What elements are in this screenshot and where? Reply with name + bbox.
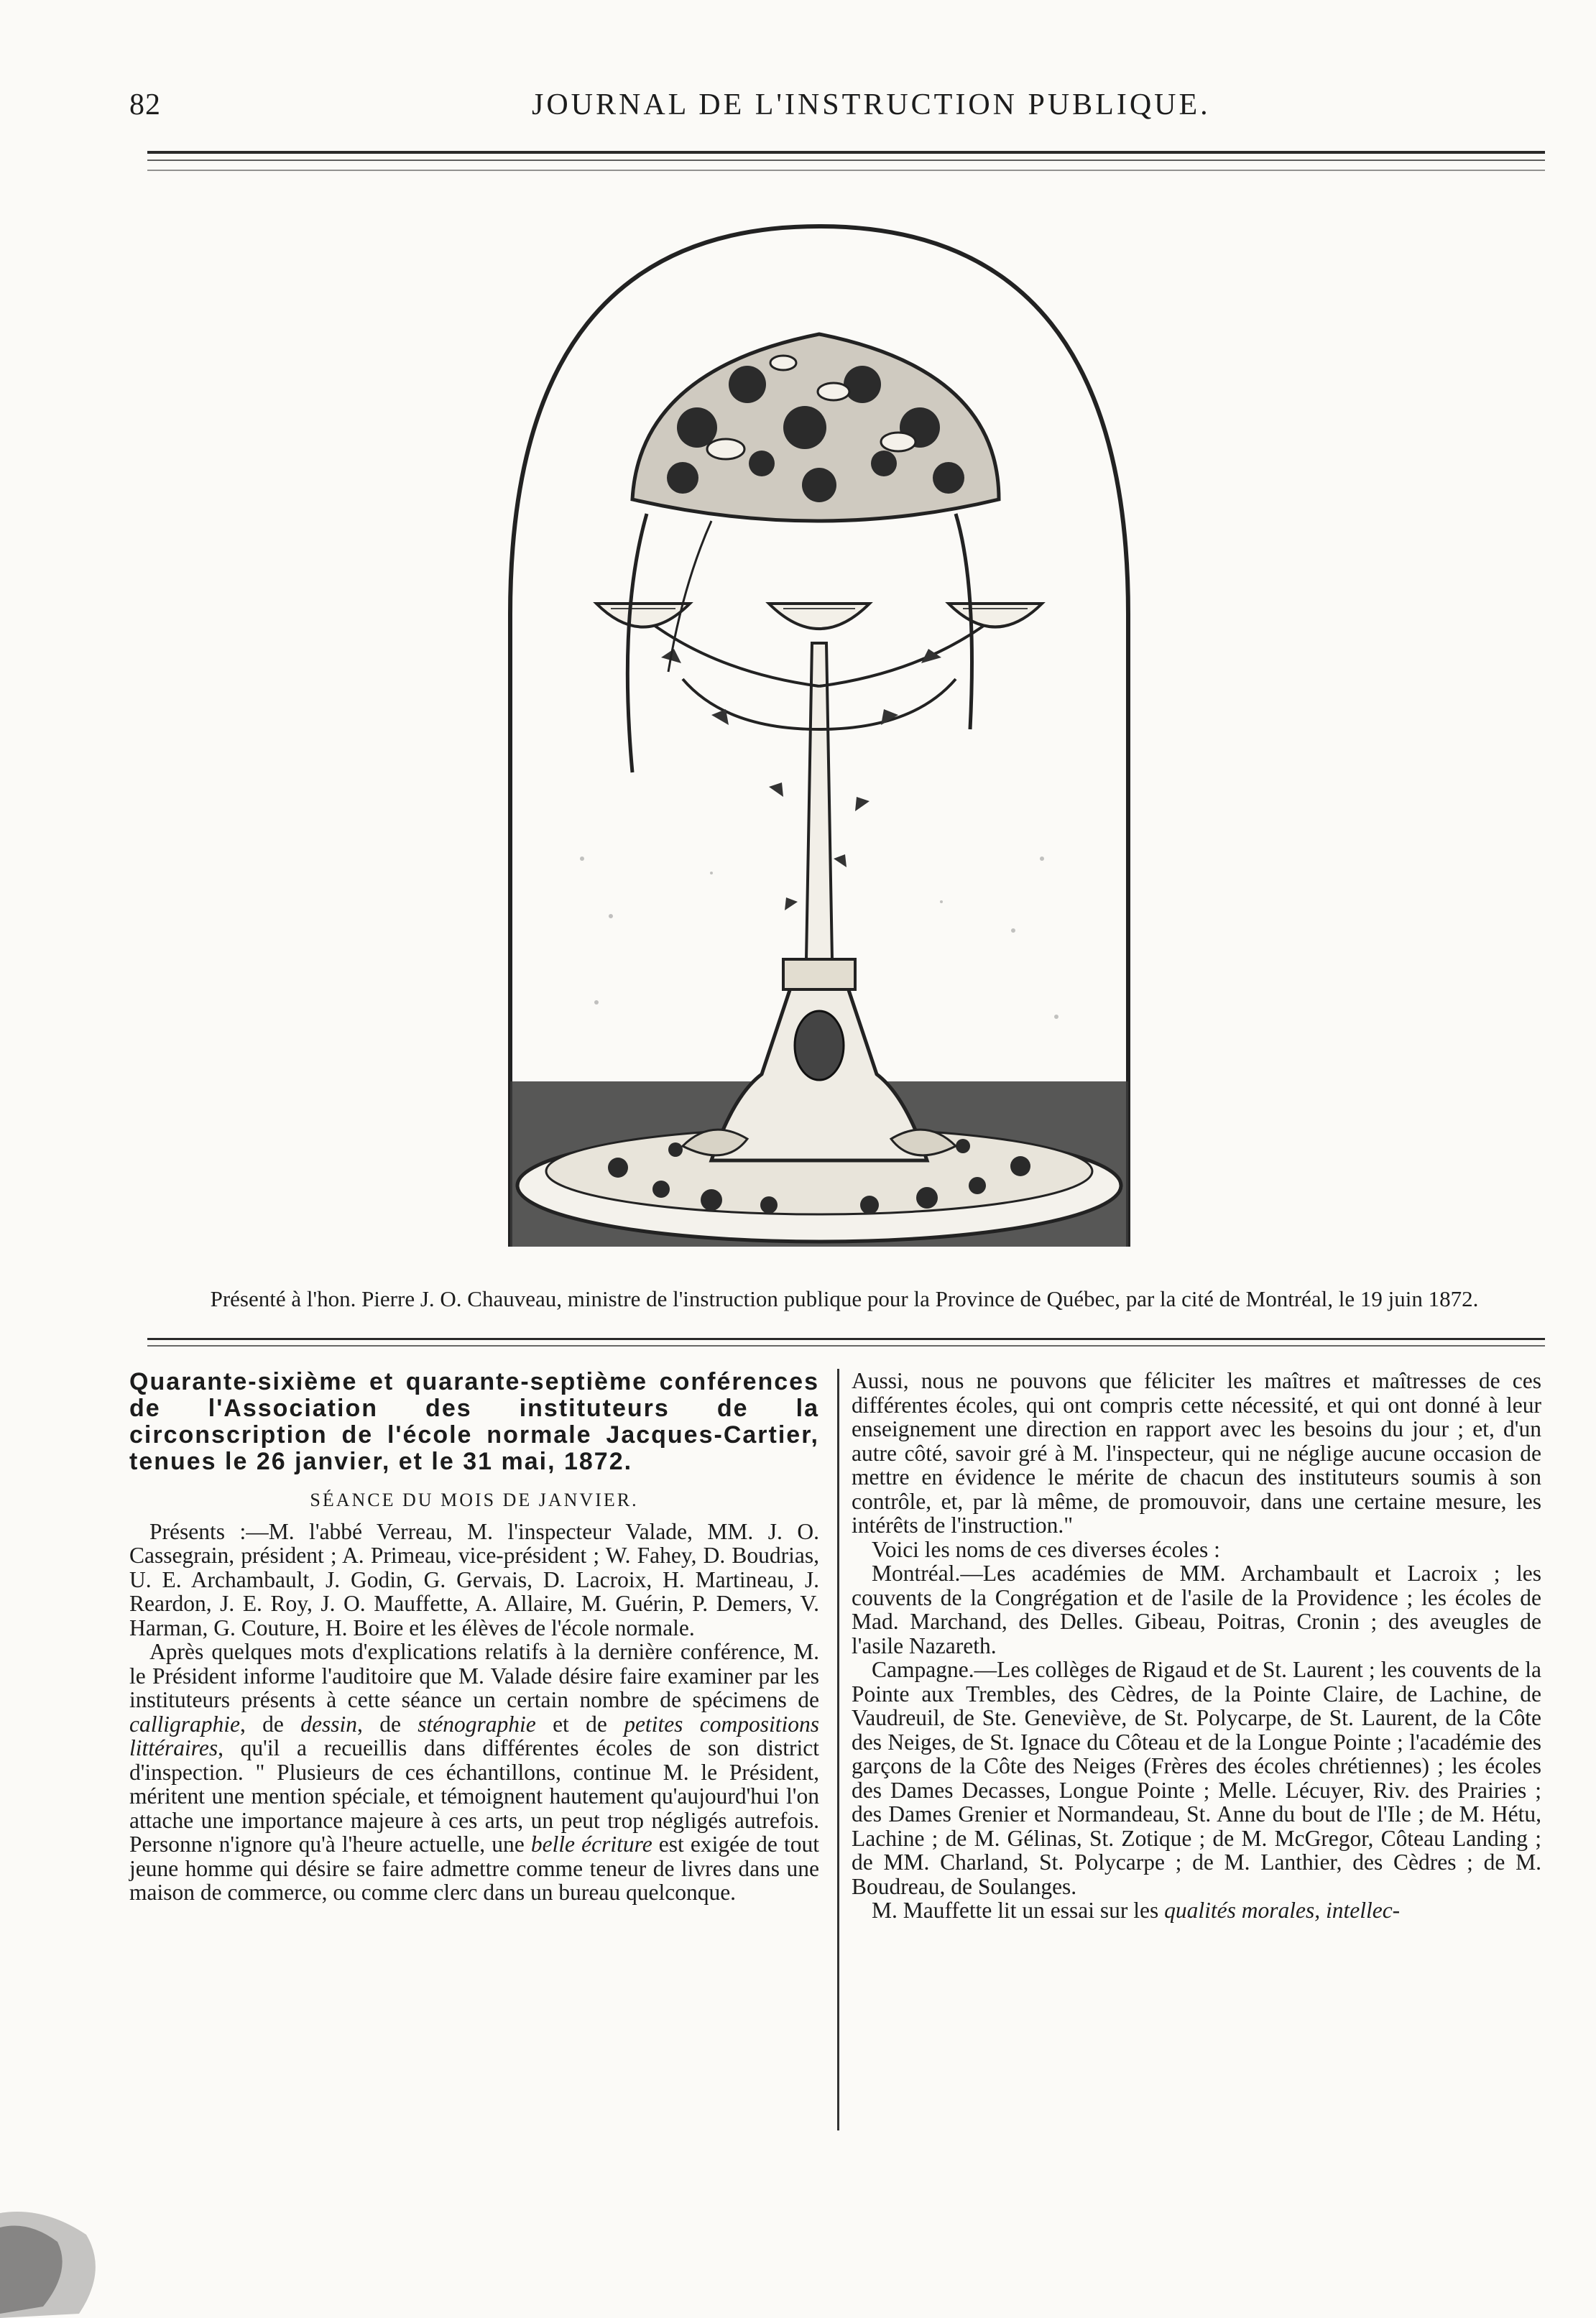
header-rule-secondary (147, 160, 1545, 161)
column-divider (837, 1369, 839, 2130)
montreal-schools-paragraph: Montréal.—Les académies de MM. Archambault et Lacroix ; les couvents de la Congrégation et de l'asile de la Providence ; les écoles de Mad. Marchand, des Delles. Gibeau, Poitras, Cronin ; des aveugles de l'asile Nazareth. (852, 1561, 1541, 1658)
article-headline: Quarante-sixième et quarante-septième conférences de l'Association des instituteurs de la circonscription de l'école normale Jacques-Cartier, tenues le 26 janvier, et le 31 mai, 1872. (129, 1368, 819, 1475)
header-rule (147, 151, 1545, 154)
caption-rule-secondary (147, 1345, 1545, 1347)
attendees-paragraph: Présents :—M. l'abbé Verreau, M. l'inspecteur Valade, MM. J. O. Cassegrain, président ; A. Primeau, vice-président ; W. Fahey, D. Boudrias, U. E. Archambault, J. Godin, G. Gervais, D. Lacroix, H. Martineau, J. Reardon, J. E. Roy, J. O. Mauffette, A. Allaire, M. Guérin, P. Demers, V. Harman, G. Couture, H. Boire et les élèves de l'école normale. (129, 1518, 819, 1640)
right-column (852, 1369, 1541, 1923)
page-number: 82 (129, 88, 161, 121)
praise-paragraph: Aussi, nous ne pouvons que féliciter les maîtres et maîtresses de ces différentes écoles, qui ont compris cette nécessité, et qui ont donné à leur enseignement une direction en rapport avec les besoins du jour ; et, d'un autre côté, savoir gré à M. l'inspecteur, qui ne néglige aucune occasion de mettre en évidence le mérite de chacun des instituteurs soumis à son contrôle, et, par là même, de promouvoir, dans une certaine mesure, les intérêts de l'instruction." (852, 1368, 1541, 1538)
left-column (129, 1369, 819, 1905)
specimens-paragraph: Après quelques mots d'explications relatifs à la dernière conférence, M. le Président informe l'auditoire que M. Valade désire faire examiner par les instituteurs présents à cette séance un certain nombre de spécimens de calligraphie, de dessin, de sténographie et de petites compositions littéraires, qu'il a recueillis dans différentes écoles de son district d'inspection. " Plusieurs de ces échantillons, continue M. le Président, méritent une mention spéciale, et témoignent hautement qu'aujourd'hui l'on attache une importance majeure à ces arts, un peut trop négligés autrefois. Personne n'ignore qu'à l'heure actuelle, une belle écriture est exigée de tout jeune homme qui désire se faire admettre comme teneur de livres dans une maison de commerce, ou comme clerc dans un bureau quelconque. (129, 1639, 820, 1905)
illustration-caption: Présenté à l'hon. Pierre J. O. Chauveau, ministre de l'instruction publique pour la Province de Québec, par la cité de Montréal, le 19 juin 1872. (210, 1286, 1479, 1311)
page-smudge-mark (0, 2206, 115, 2318)
countryside-schools-paragraph: Campagne.—Les collèges de Rigaud et de St. Laurent ; les couvents de la Pointe aux Trembles, des Cèdres, de la Pointe Claire, de Lachine, de Vaudreuil, de Ste. Geneviève, de St. Polycarpe, de St. Laurent, de la Côte des Neiges, de St. Ignace du Côteau et de la Longue Pointe ; l'académie des garçons de la Côte des Neiges (Frères des écoles chrétiennes) ; les écoles des Dames Decasses, Longue Pointe ; Melle. Lécuyer, Riv. des Prairies ; des Dames Grenier et Normandeau, St. Anne du bout de l'Ile ; de M. Hétu, Lachine ; de M. Gélinas, St. Zotique ; de M. McGregor, Côteau Landing ; de MM. Charland, St. Polycarpe ; de M. Lanthier, des Cèdres ; de M. Boudreau, de Soulanges. (852, 1657, 1541, 1899)
schools-intro-paragraph: Voici les noms de ces diverses écoles : (872, 1536, 1220, 1562)
bell-jar-bouquet-illustration (496, 212, 1143, 1261)
header-rule-tertiary (147, 170, 1545, 171)
caption-rule (147, 1338, 1545, 1340)
section-title: SÉANCE DU MOIS DE JANVIER. (310, 1490, 639, 1510)
essay-paragraph: M. Mauffette lit un essai sur les qualités morales, intellec- (872, 1898, 1401, 1923)
running-head-title: JOURNAL DE L'INSTRUCTION PUBLIQUE. (532, 88, 1211, 121)
